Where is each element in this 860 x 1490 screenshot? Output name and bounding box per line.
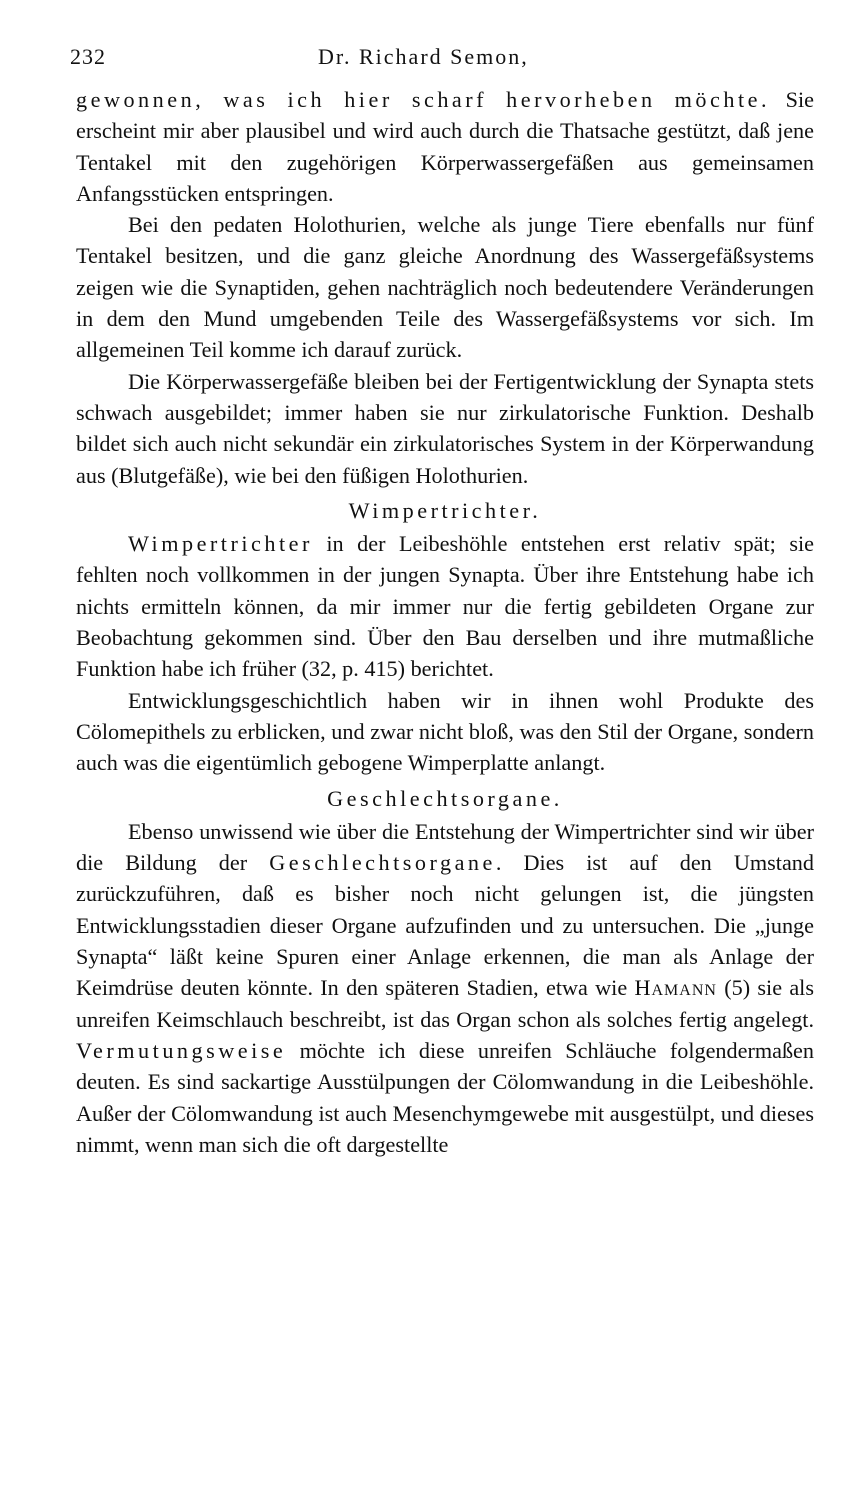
paragraph-4-lead: Wimpertrichter bbox=[128, 531, 313, 557]
paragraph-6-part3: (5) sie als unreifen Keimschlauch beschreibt, ist das Organ schon als solches fertig angelegt. bbox=[76, 975, 814, 1032]
page-number: 232 bbox=[70, 44, 106, 69]
book-page bbox=[70, 44, 814, 1160]
author-name-hamann: Hamann bbox=[634, 975, 717, 1001]
paragraph-1-text: Sie erscheint mir aber plausibel und wird auch durch die Thatsache gestützt, daß jene Tentakel mit den zugehörigen Körperwassergefäßen aus gemeinsamen Anfangsstücken entspringen. bbox=[76, 87, 814, 206]
paragraph-6-part2: . Dies ist auf den Umstand zurückzuführen, daß es bisher noch nicht gelungen ist, die jüngsten Entwicklungsstadien dieser Organe aufzufinden und zu untersuchen. Die „junge Synapta“ läßt keine Spuren einer Anlage erkennen, die man als Anlage der Keimdrüse deuten könnte. In den späteren Stadien, etwa wie bbox=[76, 850, 814, 1001]
paragraph-4-text: in der Leibeshöhle entstehen erst relativ spät; sie fehlten noch vollkommen in der jungen Synapta. Über ihre Entstehung habe ich nichts ermitteln können, da mir immer nur die fertig gebildeten Organe zur Beobachtung gekommen sind. Über den Bau derselben und ihre mutmaßliche Funktion habe ich früher (32, p. 415) berichtet. bbox=[76, 531, 814, 682]
paragraph-6-part1: Ebenso unwissend wie über die Entstehung der Wimpertrichter sind wir über die Bildung der bbox=[76, 818, 814, 876]
paragraph-1-lead: gewonnen, was ich hier scharf hervorheben möchte. bbox=[76, 87, 771, 112]
paragraph-4 bbox=[76, 528, 814, 684]
paragraph-6 bbox=[76, 816, 814, 1160]
paragraph-2: Bei den pedaten Holothurien, welche als junge Tiere ebenfalls nur fünf Tentakel besitzen, und die ganz gleiche Anordnung des Wassergefäßsystems zeigen wie die Synaptiden, gehen nachträglich noch bedeutendere Veränderungen in dem den Mund umgebenden Teile des Wassergefäßsystems vor sich. Im allgemeinen Teil komme ich darauf zurück. bbox=[76, 212, 814, 363]
section-heading-geschlechtsorgane: Geschlechtsorgane. bbox=[327, 785, 563, 811]
paragraph-1 bbox=[76, 84, 814, 209]
paragraph-3: Die Körperwassergefäße bleiben bei der Fertigentwicklung der Synapta stets schwach ausgebildet; immer haben sie nur zirkulatorische Funktion. Deshalb bildet sich auch nicht sekundär ein zirkulatorisches System in der Körperwandung aus (Blutgefäße), wie bei den füßigen Holothurien. bbox=[76, 368, 814, 488]
paragraph-6-spaced-word: Vermutungsweise bbox=[76, 1037, 287, 1063]
paragraph-6-spaced-term: Geschlechtsorgane bbox=[269, 850, 496, 876]
section-heading-wimpertrichter: Wimpertrichter. bbox=[348, 497, 542, 523]
page-header bbox=[70, 44, 814, 84]
running-head: Dr. Richard Semon, bbox=[318, 44, 529, 69]
paragraph-5: Entwicklungsgeschichtlich haben wir in ihnen wohl Produkte des Cölomepithels zu erblicken, und zwar nicht bloß, was den Stil der Organe, sondern auch was die eigentümlich gebogene Wimperplatte anlangt. bbox=[76, 687, 814, 776]
paragraph-6-part4: möchte ich diese unreifen Schläuche folgendermaßen deuten. Es sind sackartige Ausstülpungen der Cölomwandung in die Leibeshöhle. Außer der Cölomwandung ist auch Mesenchymgewebe mit ausgestülpt, und dieses nimmt, wenn man sich die oft dargestellte bbox=[76, 1037, 814, 1157]
